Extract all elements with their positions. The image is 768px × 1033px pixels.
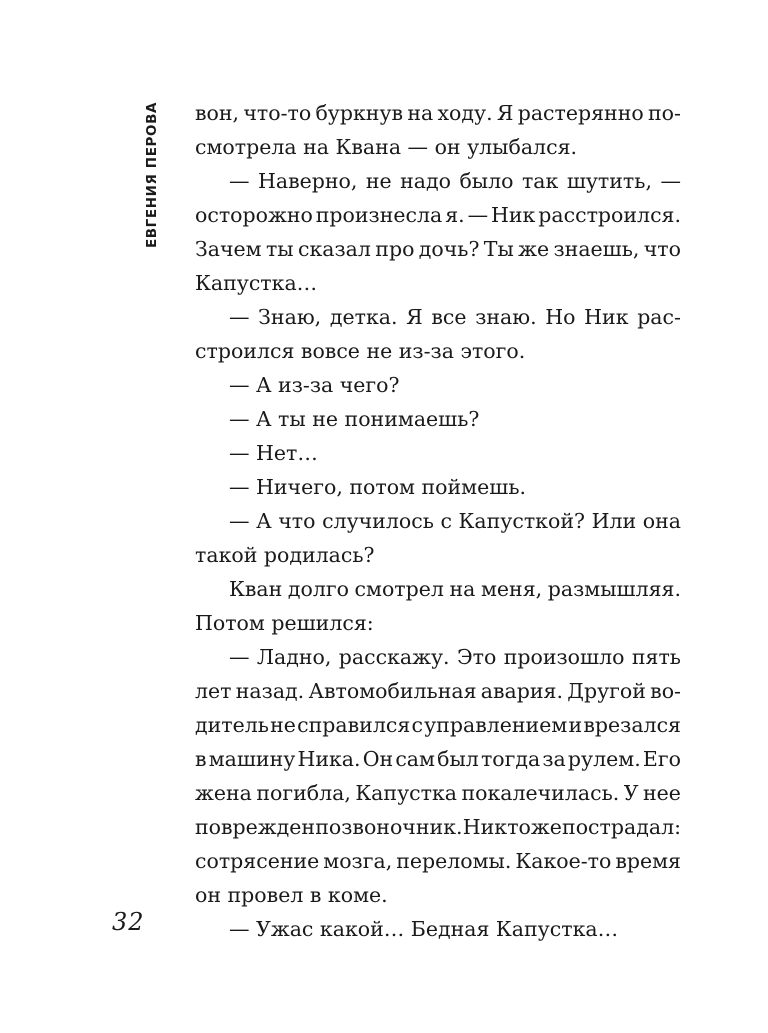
word: был (437, 747, 479, 771)
word: Но (545, 305, 576, 329)
word: — (229, 305, 250, 329)
word: Капусткой? (458, 509, 585, 533)
word: произнесла (315, 203, 443, 227)
text-line (195, 300, 681, 334)
word: что (278, 509, 316, 533)
word: на (407, 101, 434, 125)
word: Я (496, 101, 514, 125)
text-line: такой родилась? (195, 543, 375, 567)
word: долго (287, 577, 349, 601)
word: — (229, 509, 250, 533)
word: не (365, 169, 392, 193)
text-line: строился вовсе не из-за этого. (195, 339, 526, 363)
body-text (195, 96, 681, 946)
text-line (195, 742, 681, 776)
word: все (431, 305, 467, 329)
word: осторожно (195, 203, 313, 227)
word: справился (297, 713, 411, 737)
text-line: — А ты не понимаешь? (229, 407, 480, 431)
word: Другой (567, 679, 646, 703)
text-line (195, 640, 681, 674)
text-line (195, 776, 681, 810)
word: размышляя. (547, 577, 681, 601)
word: произошло (503, 645, 625, 669)
word: не (270, 713, 296, 737)
word: знаешь, (553, 237, 640, 261)
word: лет (195, 679, 232, 703)
word: смотрел (354, 577, 444, 601)
word: Это (456, 645, 497, 669)
word: Кван (229, 577, 283, 601)
page-number: 32 (112, 908, 145, 936)
word: надо (400, 169, 451, 193)
word: во- (650, 679, 681, 703)
word: — (229, 645, 250, 669)
word: что (643, 237, 681, 261)
word: Зачем (195, 237, 262, 261)
word: дочь? (418, 237, 480, 261)
word: Или (591, 509, 637, 533)
text-line: — Ужас какой… Бедная Капустка… (229, 917, 619, 941)
word: Знаю, (258, 305, 322, 329)
text-line: Капустка… (195, 271, 318, 295)
word: я. (445, 203, 465, 227)
word: Ника. (297, 747, 361, 771)
word: же (518, 237, 550, 261)
word: Его (642, 747, 681, 771)
word: дитель (195, 713, 269, 737)
word: назад. (235, 679, 305, 703)
word: жена (195, 781, 252, 805)
word: за (542, 747, 566, 771)
word: случилось (322, 509, 434, 533)
word: тогда (480, 747, 541, 771)
word: ты (265, 237, 294, 261)
word: позвоночник. (315, 815, 463, 839)
running-head (142, 100, 162, 250)
text-line (195, 674, 681, 708)
word: — (660, 169, 681, 193)
word: авария. (480, 679, 564, 703)
word: буркнув (315, 101, 404, 125)
text-line (195, 810, 681, 844)
text-line (195, 504, 681, 538)
word: шутить, (566, 169, 652, 193)
word: А (256, 509, 272, 533)
word: сказал (297, 237, 371, 261)
word: в (195, 747, 207, 771)
text-line (195, 164, 681, 198)
text-line (195, 572, 681, 606)
text-line: — Нет… (229, 441, 318, 465)
word: Капустка (355, 781, 457, 805)
word: покалечилась. (461, 781, 620, 805)
word: Ник (490, 203, 536, 227)
word: поврежден (195, 815, 316, 839)
word: расскажу. (338, 645, 450, 669)
word: растерянно (517, 101, 644, 125)
word: Он (362, 747, 394, 771)
word: нее (643, 781, 681, 805)
word: — (229, 169, 250, 193)
word: было (459, 169, 514, 193)
word: переломы. (396, 849, 512, 873)
word: Я (406, 305, 423, 329)
word: так (521, 169, 559, 193)
text-line (195, 232, 681, 266)
word: про (375, 237, 415, 261)
word: Ты (483, 237, 514, 261)
word: погибла, (256, 781, 351, 805)
word: на (449, 577, 476, 601)
word: она (642, 509, 681, 533)
word: расстроился. (538, 203, 681, 227)
word: время (615, 849, 681, 873)
word: Автомобильная (308, 679, 477, 703)
word: машину (208, 747, 296, 771)
word: Ладно, (256, 645, 332, 669)
word: с (440, 509, 452, 533)
word: по- (648, 101, 681, 125)
word: с (411, 713, 423, 737)
word: Ник (462, 815, 508, 839)
word: детка. (329, 305, 398, 329)
word: что-то (243, 101, 312, 125)
word: знаю. (475, 305, 537, 329)
word: ходу. (437, 101, 493, 125)
word: управлением (424, 713, 568, 737)
word: рулем. (567, 747, 641, 771)
word: вон, (195, 101, 240, 125)
word: пострадал: (562, 815, 681, 839)
text-line: смотрела на Квана — он улыбался. (195, 135, 578, 159)
word: пять (631, 645, 681, 669)
text-line (195, 708, 681, 742)
running-head-author: ЕВГЕНИЯ ПЕРОВА (144, 101, 160, 249)
text-line: он провел в коме. (195, 883, 388, 907)
word: У (623, 781, 639, 805)
word: меня, (480, 577, 543, 601)
word: Ник (584, 305, 629, 329)
word: врезался (583, 713, 681, 737)
word: рас- (637, 305, 681, 329)
text-line: — А из-за чего? (229, 373, 400, 397)
word: Какое-то (515, 849, 612, 873)
word: Наверно, (257, 169, 358, 193)
text-line (195, 844, 681, 878)
word: сотрясение (195, 849, 320, 873)
text-line (195, 96, 681, 130)
word: сам (395, 747, 435, 771)
word: мозга, (323, 849, 393, 873)
word: тоже (507, 815, 562, 839)
text-line (195, 198, 681, 232)
text-line: — Ничего, потом поймешь. (229, 475, 526, 499)
text-line: Потом решился: (195, 611, 374, 635)
word: — (467, 203, 489, 227)
word: и (568, 713, 583, 737)
